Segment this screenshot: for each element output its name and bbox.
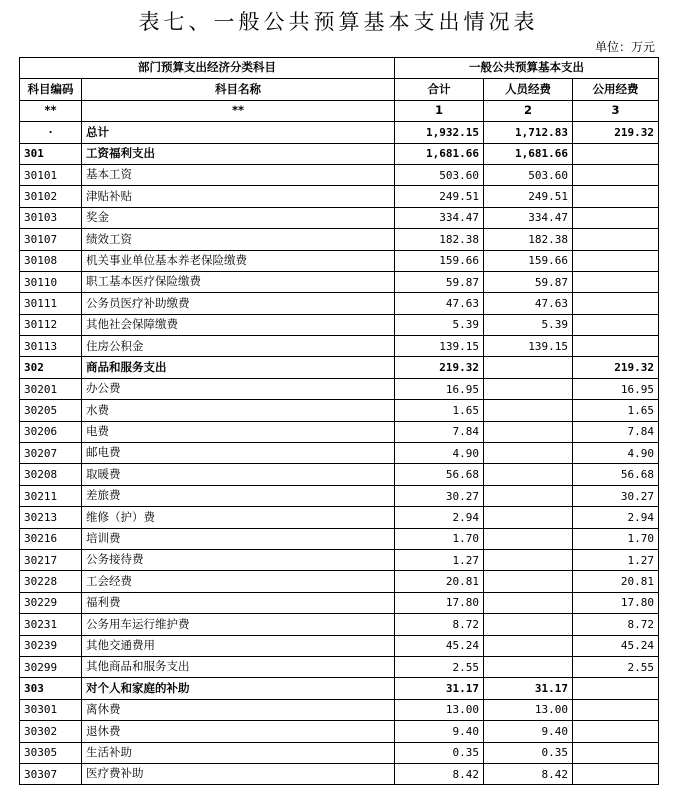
public-expenses-cell [573,229,659,250]
total-cell: 17.80 [395,592,484,613]
subject-name-cell: 办公费 [82,378,395,399]
total-cell: 1.65 [395,400,484,421]
total-cell: 503.60 [395,164,484,185]
public-expenses-cell: 1.27 [573,549,659,570]
total-cell: 4.90 [395,443,484,464]
public-expenses-cell: 219.32 [573,122,659,143]
subject-code-cell: 301 [20,143,82,164]
public-expenses-cell [573,678,659,699]
subject-code-cell: 30211 [20,485,82,506]
personnel-expenses-cell [484,400,573,421]
table-row [20,250,659,271]
subject-name-cell: 绩效工资 [82,229,395,250]
public-expenses-cell: 20.81 [573,571,659,592]
table-row [20,229,659,250]
header-index-public: 3 [573,100,659,121]
table-row [20,742,659,763]
subject-code-cell: 30231 [20,614,82,635]
table-row [20,549,659,570]
personnel-expenses-cell [484,614,573,635]
total-cell: 334.47 [395,207,484,228]
subject-code-cell: 30108 [20,250,82,271]
public-expenses-cell: 45.24 [573,635,659,656]
personnel-expenses-cell [484,443,573,464]
public-expenses-cell: 17.80 [573,592,659,613]
public-expenses-cell: 8.72 [573,614,659,635]
table-row [20,378,659,399]
personnel-expenses-cell: 0.35 [484,742,573,763]
public-expenses-cell [573,699,659,720]
personnel-expenses-cell: 47.63 [484,293,573,314]
personnel-expenses-cell: 31.17 [484,678,573,699]
total-cell: 9.40 [395,721,484,742]
subject-name-cell: 医疗费补助 [82,763,395,784]
personnel-expenses-cell: 139.15 [484,336,573,357]
subject-code-cell: 30216 [20,528,82,549]
table-row [20,507,659,528]
personnel-expenses-cell [484,549,573,570]
subject-code-cell: 30305 [20,742,82,763]
table-row [20,485,659,506]
table-row [20,592,659,613]
total-cell: 8.72 [395,614,484,635]
total-cell: 1,932.15 [395,122,484,143]
subject-code-cell: · [20,122,82,143]
total-cell: 7.84 [395,421,484,442]
header-public-expenses: 公用经费 [573,79,659,100]
public-expenses-cell [573,207,659,228]
personnel-expenses-cell [484,421,573,442]
subject-code-cell: 30228 [20,571,82,592]
total-cell: 2.94 [395,507,484,528]
subject-code-cell: 30217 [20,549,82,570]
subject-code-cell: 30307 [20,763,82,784]
subject-name-cell: 奖金 [82,207,395,228]
total-cell: 13.00 [395,699,484,720]
total-cell: 59.87 [395,271,484,292]
total-cell: 249.51 [395,186,484,207]
personnel-expenses-cell [484,464,573,485]
public-expenses-cell: 4.90 [573,443,659,464]
header-index-row [20,100,659,121]
header-index-personnel: 2 [484,100,573,121]
budget-table [19,57,659,785]
header-column-row [20,79,659,100]
subject-name-cell: 培训费 [82,528,395,549]
subject-name-cell: 福利费 [82,592,395,613]
report-title: 表七、一般公共预算基本支出情况表 [138,10,539,34]
table-row [20,336,659,357]
header-subject-name: 科目名称 [82,79,395,100]
subject-code-cell: 30113 [20,336,82,357]
public-expenses-cell [573,314,659,335]
total-cell: 1.70 [395,528,484,549]
public-expenses-cell: 56.68 [573,464,659,485]
table-row [20,207,659,228]
personnel-expenses-cell: 249.51 [484,186,573,207]
total-cell: 30.27 [395,485,484,506]
personnel-expenses-cell [484,571,573,592]
subject-name-cell: 工资福利支出 [82,143,395,164]
table-row [20,122,659,143]
personnel-expenses-cell [484,656,573,677]
public-expenses-cell [573,763,659,784]
personnel-expenses-cell [484,357,573,378]
table-row [20,763,659,784]
total-cell: 16.95 [395,378,484,399]
public-expenses-cell: 16.95 [573,378,659,399]
subject-name-cell: 商品和服务支出 [82,357,395,378]
table-row [20,721,659,742]
header-total: 合计 [395,79,484,100]
personnel-expenses-cell: 8.42 [484,763,573,784]
total-cell: 2.55 [395,656,484,677]
personnel-expenses-cell: 1,712.83 [484,122,573,143]
subject-code-cell: 30111 [20,293,82,314]
subject-name-cell: 生活补助 [82,742,395,763]
subject-code-cell: 30101 [20,164,82,185]
subject-name-cell: 其他交通费用 [82,635,395,656]
table-row [20,293,659,314]
subject-code-cell: 302 [20,357,82,378]
subject-name-cell: 公务接待费 [82,549,395,570]
header-group-row [20,58,659,79]
public-expenses-cell: 219.32 [573,357,659,378]
public-expenses-cell: 2.94 [573,507,659,528]
subject-name-cell: 邮电费 [82,443,395,464]
public-expenses-cell [573,250,659,271]
personnel-expenses-cell: 1,681.66 [484,143,573,164]
personnel-expenses-cell [484,378,573,399]
unit-label: 单位：万元 [594,40,655,54]
subject-code-cell: 30301 [20,699,82,720]
personnel-expenses-cell: 59.87 [484,271,573,292]
subject-name-cell: 对个人和家庭的补助 [82,678,395,699]
subject-name-cell: 公务员医疗补助缴费 [82,293,395,314]
table-row [20,635,659,656]
subject-code-cell: 30201 [20,378,82,399]
total-cell: 1,681.66 [395,143,484,164]
total-cell: 0.35 [395,742,484,763]
public-expenses-cell: 1.70 [573,528,659,549]
public-expenses-cell: 1.65 [573,400,659,421]
subject-name-cell: 其他社会保障缴费 [82,314,395,335]
total-cell: 139.15 [395,336,484,357]
total-cell: 1.27 [395,549,484,570]
public-expenses-cell [573,721,659,742]
personnel-expenses-cell [484,485,573,506]
public-expenses-cell [573,271,659,292]
personnel-expenses-cell: 13.00 [484,699,573,720]
table-row [20,314,659,335]
public-expenses-cell [573,293,659,314]
subject-code-cell: 30213 [20,507,82,528]
header-index-total: 1 [395,100,484,121]
table-row [20,614,659,635]
public-expenses-cell [573,186,659,207]
header-economic-classification: 部门预算支出经济分类科目 [20,58,395,79]
public-expenses-cell: 7.84 [573,421,659,442]
personnel-expenses-cell [484,528,573,549]
public-expenses-cell: 30.27 [573,485,659,506]
subject-name-cell: 机关事业单位基本养老保险缴费 [82,250,395,271]
table-row [20,400,659,421]
personnel-expenses-cell: 182.38 [484,229,573,250]
subject-code-cell: 303 [20,678,82,699]
header-code-marker: ** [20,100,82,121]
subject-name-cell: 津贴补贴 [82,186,395,207]
total-cell: 31.17 [395,678,484,699]
personnel-expenses-cell: 5.39 [484,314,573,335]
table-row [20,186,659,207]
public-expenses-cell: 2.55 [573,656,659,677]
personnel-expenses-cell [484,507,573,528]
subject-code-cell: 30299 [20,656,82,677]
subject-name-cell: 工会经费 [82,571,395,592]
total-cell: 219.32 [395,357,484,378]
table-row [20,464,659,485]
subject-name-cell: 退休费 [82,721,395,742]
header-personnel-expenses: 人员经费 [484,79,573,100]
subject-code-cell: 30208 [20,464,82,485]
subject-code-cell: 30107 [20,229,82,250]
table-row [20,699,659,720]
subject-name-cell: 公务用车运行维护费 [82,614,395,635]
total-cell: 20.81 [395,571,484,592]
public-expenses-cell [573,164,659,185]
subject-name-cell: 离休费 [82,699,395,720]
subject-code-cell: 30112 [20,314,82,335]
public-expenses-cell [573,336,659,357]
total-cell: 182.38 [395,229,484,250]
subject-code-cell: 30206 [20,421,82,442]
subject-code-cell: 30205 [20,400,82,421]
table-row [20,656,659,677]
table-row [20,443,659,464]
table-row [20,143,659,164]
subject-name-cell: 维修（护）费 [82,507,395,528]
total-cell: 5.39 [395,314,484,335]
subject-name-cell: 取暖费 [82,464,395,485]
subject-name-cell: 基本工资 [82,164,395,185]
subject-name-cell: 电费 [82,421,395,442]
header-name-marker: ** [82,100,395,121]
personnel-expenses-cell: 503.60 [484,164,573,185]
subject-code-cell: 30103 [20,207,82,228]
subject-code-cell: 30207 [20,443,82,464]
table-row [20,678,659,699]
budget-table-body [20,58,659,785]
total-cell: 8.42 [395,763,484,784]
personnel-expenses-cell: 159.66 [484,250,573,271]
subject-name-cell: 职工基本医疗保险缴费 [82,271,395,292]
personnel-expenses-cell: 334.47 [484,207,573,228]
public-expenses-cell [573,143,659,164]
subject-name-cell: 住房公积金 [82,336,395,357]
table-row [20,271,659,292]
personnel-expenses-cell [484,635,573,656]
header-subject-code: 科目编码 [20,79,82,100]
subject-name-cell: 差旅费 [82,485,395,506]
subject-code-cell: 30102 [20,186,82,207]
total-cell: 45.24 [395,635,484,656]
table-row [20,421,659,442]
subject-code-cell: 30110 [20,271,82,292]
subject-code-cell: 30229 [20,592,82,613]
subject-name-cell: 水费 [82,400,395,421]
public-expenses-cell [573,742,659,763]
personnel-expenses-cell: 9.40 [484,721,573,742]
table-row [20,164,659,185]
subject-code-cell: 30302 [20,721,82,742]
table-row [20,528,659,549]
subject-name-cell: 总计 [82,122,395,143]
subject-code-cell: 30239 [20,635,82,656]
table-row [20,357,659,378]
total-cell: 47.63 [395,293,484,314]
total-cell: 159.66 [395,250,484,271]
subject-name-cell: 其他商品和服务支出 [82,656,395,677]
total-cell: 56.68 [395,464,484,485]
header-general-budget-basic-expenditure: 一般公共预算基本支出 [395,58,659,79]
personnel-expenses-cell [484,592,573,613]
table-row [20,571,659,592]
